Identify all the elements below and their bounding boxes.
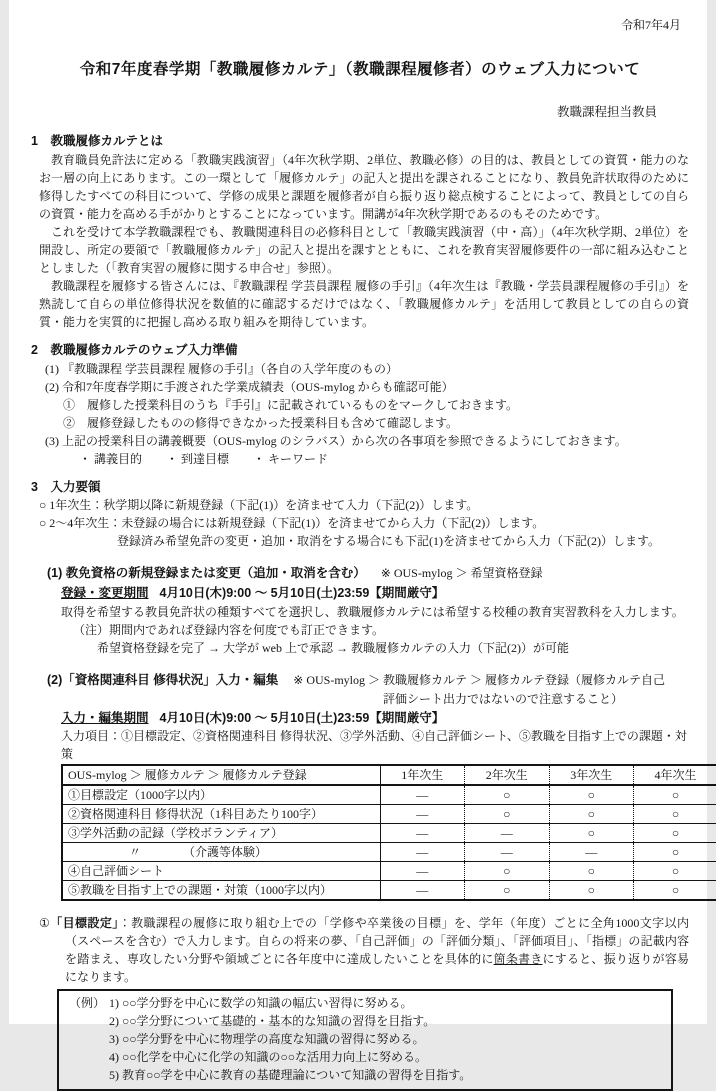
table-header-year-4: 4年次生 (634, 765, 716, 785)
page-title: 令和7年度春学期「教職履修カルテ」（教職課程履修者）のウェブ入力について (31, 58, 689, 81)
prep-item-3: (3) 上記の授業科目の講義概要（OUS-mylog のシラバス）から次の各事項を参照できるようにしておきます。 (45, 432, 689, 450)
table-header-year-2: 2年次生 (465, 765, 550, 785)
example-item: 1) ○○学分野を中心に数学の知識の幅広い習得に努める。 (109, 994, 471, 1012)
cell-year-2: — (465, 843, 550, 862)
prep-item-1: (1) 『教職課程 学芸員課程 履修の手引』（各自の入学年度のもの） (45, 360, 689, 378)
record-input-period-value: 4月10日(木)9:00 ～ 5月10日(土)23:59【期間厳守】 (160, 711, 445, 725)
record-input-items-line: 入力項目：①目標設定、②資格関連科目 修得状況、③学外活動、④自己評価シート、⑤教職を目指す上での課題・対策 (61, 727, 689, 763)
cell-year-2: ○ (465, 785, 550, 805)
table-row-issues-measures (62, 881, 716, 901)
cell-year-4: ○ (634, 881, 716, 901)
cell-year-4: ○ (634, 785, 716, 805)
registration-heading-line (47, 564, 689, 583)
row-label: ②資格関連科目 修得状況（1科目あたり100字） (62, 805, 380, 824)
goal-body-1: ：教職課程の履修に取り組む上での「学修や卒業後の目標」を、学年（年度）ごとに全角1000文字以内（スペースを含む）で入力します。自らの将来の夢、「自己評価」の「評価分類」、「評価項目」、「指標」の記載内容を踏まえ、専攻したい分野や領域ごとに各年度中に達成したいことを具体的に (65, 916, 689, 966)
author-line: 教職課程担当教員 (31, 103, 689, 122)
table-row-goal-setting (62, 785, 716, 805)
record-input-period-line (61, 709, 689, 728)
example-item: 2) ○○学分野について基礎的・基本的な知識の習得を目指す。 (109, 1012, 471, 1030)
example-label: （例） (69, 994, 105, 1084)
table-row-related-subjects (62, 805, 716, 824)
section-1-paragraph-1: 教育職員免許法に定める「教職実践演習」（4年次秋学期、2単位、教職必修）の目的は、教員としての資質・能力のなお一層の向上にあります。この一環として「履修カルテ」の記入と提出を課されることになり、教員免許状取得のために修得したすべての科目について、学修の成果と課題を履修者が自ら振り返り総点検することによって、教員としての自らの資質・能力を高める手がかりとすることになっています。開講が4年次秋学期であるのもそのためです。 (39, 151, 689, 223)
table-header-year-1: 1年次生 (380, 765, 465, 785)
prep-item-2-sub-1: ① 履修した授業科目のうち『手引』に記載されているものをマークしておきます。 (63, 396, 689, 414)
table-header-year-3: 3年次生 (549, 765, 634, 785)
prep-item-2-sub-2: ② 履修登録したものの修得できなかった授業科目も含めて確認します。 (63, 414, 689, 432)
row-label: ①目標設定（1000字以内） (62, 785, 380, 805)
example-box (57, 989, 673, 1091)
record-input-block (47, 671, 689, 902)
row-label: ⑤教職を目指す上での課題・対策（1000字以内） (62, 881, 380, 901)
document-page (9, 0, 707, 1024)
example-item: 4) ○○化学を中心に化学の知識の○○な活用力向上に努める。 (109, 1048, 471, 1066)
section-2-heading: 2 教職履修カルテのウェブ入力準備 (31, 341, 689, 360)
cell-year-1: — (380, 862, 465, 881)
cell-year-1: — (380, 785, 465, 805)
prep-item-2: (2) 令和7年度春学期に手渡された学業成績表（OUS-mylog からも確認可能） (45, 378, 689, 396)
registration-period-value: 4月10日(木)9:00 ～ 5月10日(土)23:59【期間厳守】 (160, 586, 445, 600)
cell-year-2: ○ (465, 862, 550, 881)
record-input-heading-line (47, 671, 689, 690)
record-input-nav-path-continued: 評価シート出力ではないので注意すること） (383, 690, 689, 708)
table-header-nav-path: OUS-mylog ＞ 履修カルテ ＞ 履修カルテ登録 (62, 765, 380, 785)
cell-year-2: — (465, 824, 550, 843)
goal-body-2: にすると、振り返りが容易になります。 (65, 952, 689, 984)
cell-year-1: — (380, 824, 465, 843)
row-label: 〃 （介護等体験） (62, 843, 380, 862)
cell-year-2: ○ (465, 881, 550, 901)
cell-year-3: ○ (549, 881, 634, 901)
cell-year-3: ○ (549, 824, 634, 843)
row-label: ③学外活動の記録（学校ボランティア） (62, 824, 380, 843)
registration-heading: (1) 教免資格の新規登録または変更（追加・取消を含む） (47, 566, 366, 580)
table-header-row (62, 765, 716, 785)
section-1-heading: 1 教職履修カルテとは (31, 132, 689, 151)
section-web-input-preparation (31, 341, 689, 468)
record-input-period-label: 入力・編集期間 (61, 711, 149, 725)
cell-year-3: ○ (549, 862, 634, 881)
goal-number: ① (39, 916, 50, 930)
cell-year-4: ○ (634, 843, 716, 862)
example-item: 3) ○○学分野を中心に物理学の高度な知識の習得に努める。 (109, 1030, 471, 1048)
cell-year-3: — (549, 843, 634, 862)
cell-year-3: ○ (549, 785, 634, 805)
registration-note: （注）期間内であれば登録内容を何度でも訂正できます。 (73, 621, 689, 639)
section-karte-overview (31, 132, 689, 331)
table-row-care-experience (62, 843, 716, 862)
registration-body: 取得を希望する教員免許状の種類すべてを選択し、教職履修カルテには希望する校種の教育実習教科を入力します。 (61, 603, 689, 621)
guideline-year2-4-continued: 登録済み希望免許の変更・追加・取消をする場合にも下記(1)を済ませてから入力（下記(2)）します。 (117, 532, 689, 550)
cell-year-1: — (380, 805, 465, 824)
row-label: ④自己評価シート (62, 862, 380, 881)
cell-year-3: ○ (549, 805, 634, 824)
registration-block (47, 564, 689, 657)
guideline-year2-4: ○ 2～4年次生：未登録の場合には新規登録（下記(1)）を済ませてから入力（下記(2)）します。 (39, 514, 689, 532)
table-row-volunteer (62, 824, 716, 843)
section-3-heading: 3 入力要領 (31, 478, 689, 497)
guideline-year1: ○ 1年次生：秋学期以降に新規登録（下記(1)）を済ませて入力（下記(2)）します。 (39, 496, 689, 514)
cell-year-2: ○ (465, 805, 550, 824)
example-list (109, 994, 471, 1084)
registration-flow-note: 希望資格登録を完了 → 大学が web 上で承認 → 教職履修カルテの入力（下記(2)）が可能 (97, 639, 689, 657)
document-date: 令和7年4月 (31, 16, 689, 34)
registration-period-line (61, 584, 689, 603)
registration-period-label: 登録・変更期間 (61, 586, 149, 600)
cell-year-4: ○ (634, 862, 716, 881)
goal-setting-paragraph (39, 914, 689, 986)
record-input-heading: (2)「資格関連科目 修得状況」入力・編集 (47, 673, 278, 687)
section-input-guidelines (31, 478, 689, 902)
cell-year-1: — (380, 881, 465, 901)
cell-year-1: — (380, 843, 465, 862)
goal-underlined-phrase: 箇条書き (494, 952, 543, 966)
table-row-self-evaluation (62, 862, 716, 881)
cell-year-4: ○ (634, 824, 716, 843)
goal-term: 「目標設定」 (50, 916, 119, 930)
section-1-paragraph-2: これを受けて本学教職課程でも、教職関連科目の必修科目として「教職実践演習（中・高）」（4年次秋学期、2単位）を開設し、所定の要領で「教職履修カルテ」の記入と提出を課すとともに、これを教育実習履修要件の一部に組み込むこととしました（「教育実習の履修に関する申合せ」参照）。 (39, 223, 689, 277)
example-item: 5) 教育○○学を中心に教育の基礎理論について知識の習得を目指す。 (109, 1066, 471, 1084)
registration-nav-path: ※ OUS-mylog ＞ 希望資格登録 (381, 566, 543, 580)
section-1-paragraph-3: 教職課程を履修する皆さんには、『教職課程 学芸員課程 履修の手引』（4年次生は『教職・学芸員課程履修の手引』）を熟読して自らの単位修得状況を数値的に確認するだけではなく、「教職履修カルテ」を活用して教員としての自らの資質・能力を実質的に把握し高める取り組みを期待しています。 (39, 277, 689, 331)
cell-year-4: ○ (634, 805, 716, 824)
prep-item-3-keywords: ・ 講義目的 ・ 到達目標 ・ キーワード (79, 450, 689, 468)
record-input-nav-path: ※ OUS-mylog ＞ 教職履修カルテ ＞ 履修カルテ登録（履修カルテ自己 (293, 673, 665, 687)
input-schedule-table (61, 764, 716, 901)
